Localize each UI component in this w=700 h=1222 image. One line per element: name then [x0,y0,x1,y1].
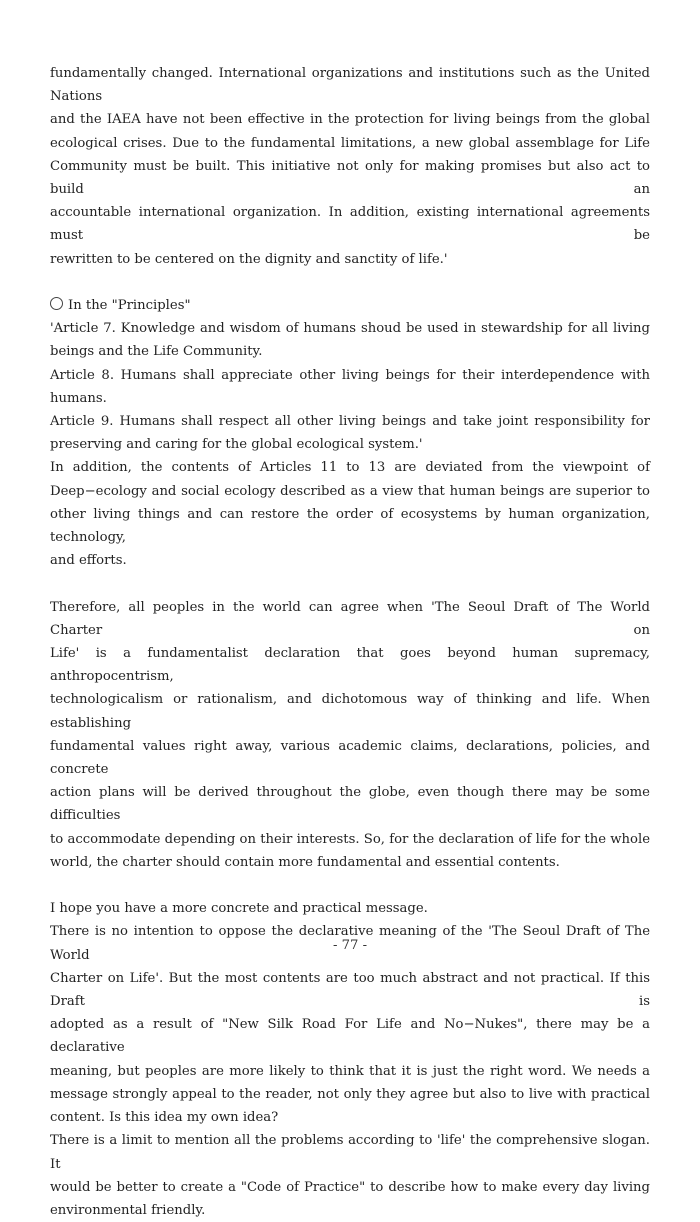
hope-line: There is a limit to mention all the problems according to 'life' the comprehensive slogan. It [50,1133,650,1172]
intro-paragraph [50,62,650,271]
hope-line: message strongly appeal to the reader, not only they agree but also to live with practical [50,1086,650,1102]
principles-line: beings and the Life Community. [50,344,263,360]
hope-line: meaning, but peoples are more likely to think that it is just the right word. We needs a [50,1063,650,1079]
hope-line: would be better to create a "Code of Practice" to describe how to make every day living [50,1179,650,1195]
conclusion-line: fundamental values right away, various academic claims, declarations, policies, and concrete [50,738,650,778]
intro-line: and the IAEA have not been effective in the protection for living beings from the global [50,112,650,128]
paragraph-gap [50,874,650,897]
principles-line: Deep−ecology and social ecology described as a view that human beings are superior to [50,483,650,499]
intro-line: rewritten to be centered on the dignity and sanctity of life.' [50,251,448,267]
hope-line: content. Is this idea my own idea? [50,1110,279,1126]
principles-section [50,294,650,572]
paragraph-gap [50,572,650,595]
document-page [50,62,650,1222]
hope-line: Charter on Life'. But the most contents are too much abstract and not practical. If this Draft is [50,970,650,1010]
principles-line: other living things and can restore the order of ecosystems by human organization, technology, [50,506,650,546]
conclusion-line: technologicalism or rationalism, and dichotomous way of thinking and life. When establishing [50,692,650,731]
page-number: - 77 - [332,938,368,953]
conclusion-line: Life' is a fundamentalist declaration that goes beyond human supremacy, anthropocentrism, [50,646,650,685]
principles-line: 'Article 7. Knowledge and wisdom of humans shoud be used in stewardship for all living [50,321,650,337]
principles-line: preserving and caring for the global ecological system.' [50,437,423,453]
principles-line: Article 9. Humans shall respect all other living beings and take joint responsibility for [50,414,650,430]
hope-line: I hope you have a more concrete and practical message. [50,901,428,917]
paragraph-gap [50,271,650,294]
hope-line: adopted as a result of "New Silk Road For Life and No−Nukes", there may be a declarative [50,1017,650,1056]
circle-bullet-icon [50,297,63,310]
intro-line: Community must be built. This initiative not only for making promises but also act to build an [50,158,650,198]
intro-line: ecological crises. Due to the fundamental limitations, a new global assemblage for Life [50,135,650,151]
intro-line: accountable international organization. In addition, existing international agreements must be [50,205,650,244]
intro-line: fundamentally changed. International organizations and institutions such as the United Nations [50,66,650,105]
principles-heading-text: In the "Principles" [68,298,191,314]
conclusion-line: Therefore, all peoples in the world can agree when 'The Seoul Draft of The World Charter on [50,599,650,638]
conclusion-line: action plans will be derived throughout the globe, even though there may be some difficulties [50,785,650,824]
principles-heading [50,294,650,317]
conclusion-line: to accommodate depending on their interests. So, for the declaration of life for the whole [50,831,650,847]
hope-line: environmental friendly. [50,1202,206,1218]
principles-line: In addition, the contents of Articles 11 to 13 are deviated from the viewpoint of [50,460,650,476]
conclusion-line: world, the charter should contain more fundamental and essential contents. [50,854,560,870]
principles-line: and efforts. [50,553,127,569]
hope-line: There is no intention to oppose the declarative meaning of the 'The Seoul Draft of The World [50,924,650,963]
conclusion-paragraph [50,596,650,874]
principles-line: Article 8. Humans shall appreciate other living beings for their interdependence with humans. [50,367,650,406]
